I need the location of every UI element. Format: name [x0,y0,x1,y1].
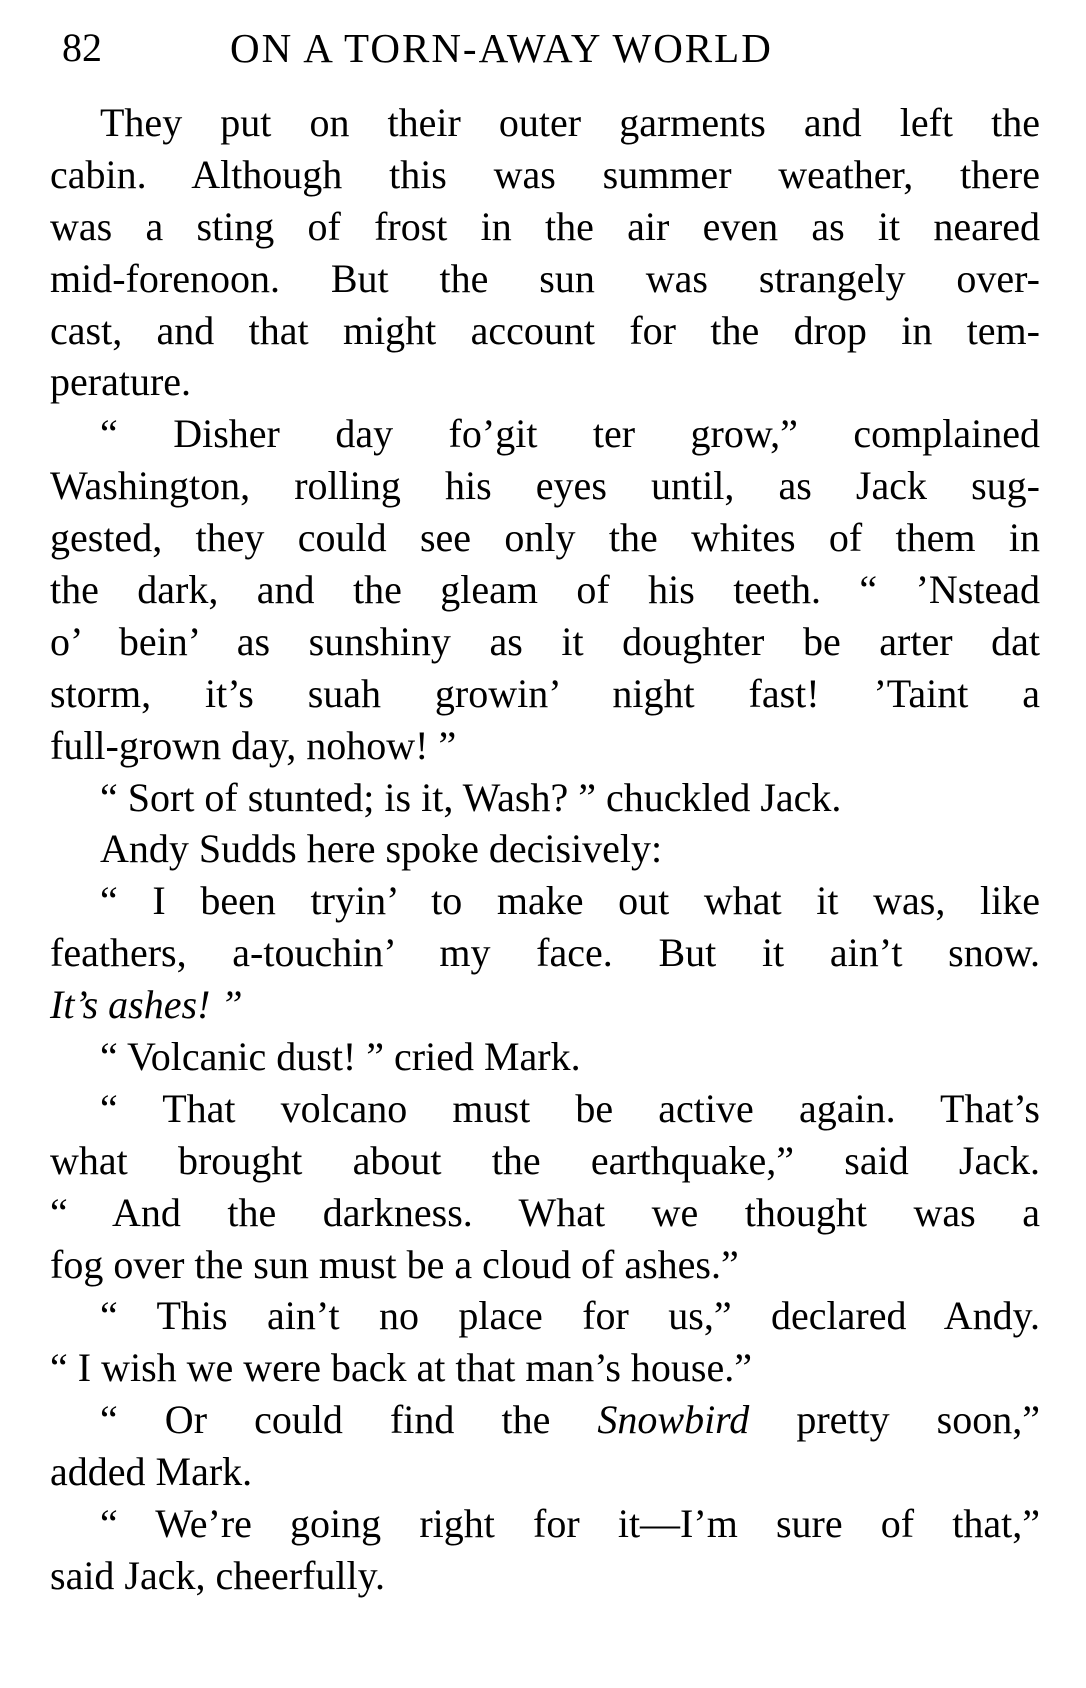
text-line [50,1342,1040,1394]
text-segment: o’ bein’ as sunshiny as it doughter be arter dat [50,618,1040,664]
text-segment: was a sting of frost in the air even as it neared [50,203,1040,249]
text-line [50,460,1040,512]
text-segment: mid-forenoon. But the sun was strangely over- [50,255,1040,301]
text-line [50,1550,1040,1602]
text-line [50,564,1040,616]
text-segment: “ This ain’t no place for us,” declared Andy. [100,1293,1040,1339]
text-line [50,1394,1040,1446]
text-segment: “ Sort of stunted; is it, Wash? ” chuckled Jack. [100,774,842,820]
page-number: 82 [62,25,102,70]
text-segment: what brought about the earthquake,” said Jack. [50,1137,1040,1183]
text-segment: “ Or could find the [100,1397,598,1443]
text-line [50,1498,1040,1550]
text-line [50,875,1040,927]
text-segment: “ I been tryin’ to make out what it was, like [100,878,1040,924]
text-line [50,668,1040,720]
text-line [50,979,1040,1031]
text-line [50,1446,1040,1498]
text-line [50,720,1040,772]
body-text [50,97,1040,1602]
text-line [50,512,1040,564]
text-segment: “ Volcanic dust! ” cried Mark. [100,1034,581,1080]
text-segment: “ I wish we were back at that man’s house.” [50,1345,752,1391]
italic-text: It’s ashes! ” [50,982,243,1028]
running-head [62,20,1042,76]
text-segment: gested, they could see only the whites of them in [50,515,1040,561]
text-line [50,253,1040,305]
text-line [50,1083,1040,1135]
text-line [50,823,1040,875]
text-segment: They put on their outer garments and left the [100,100,1040,145]
text-segment: storm, it’s suah growin’ night fast! ’Taint a [50,670,1040,716]
text-segment: “ We’re going right for it—I’m sure of that,” [100,1501,1040,1547]
text-segment: perature. [50,359,192,405]
text-segment: fog over the sun must be a cloud of ashes.” [50,1241,739,1287]
text-segment: cast, and that might account for the drop in tem- [50,307,1040,353]
text-line [50,1135,1040,1187]
text-line [50,772,1040,824]
text-line [50,1187,1040,1239]
text-segment: Andy Sudds here spoke decisively: [100,826,663,872]
text-line [50,149,1040,201]
text-line [50,408,1040,460]
text-line [50,356,1040,408]
text-segment: the dark, and the gleam of his teeth. “ ’Nstead [50,567,1040,613]
text-line [50,97,1040,149]
text-segment: said Jack, cheerfully. [50,1552,386,1598]
text-segment: “ That volcano must be active again. That’s [100,1085,1040,1131]
text-segment: pretty soon,” [749,1397,1040,1443]
text-line [50,1031,1040,1083]
text-line [50,305,1040,357]
running-title: ON A TORN-AWAY WORLD [230,25,773,71]
text-segment: feathers, a-touchin’ my face. But it ain’t snow. [50,930,1040,976]
text-segment: “ Disher day fo’git ter grow,” complained [100,411,1040,457]
italic-text: Snowbird [597,1397,750,1443]
text-segment: Washington, rolling his eyes until, as Jack sug- [50,463,1040,509]
text-line [50,1239,1040,1291]
text-line [50,927,1040,979]
text-segment: full-grown day, nohow! ” [50,722,457,768]
text-segment: “ And the darkness. What we thought was a [50,1189,1040,1235]
text-line [50,201,1040,253]
text-segment: cabin. Although this was summer weather, there [50,151,1040,197]
text-segment: added Mark. [50,1449,253,1495]
text-line [50,1290,1040,1342]
text-line [50,616,1040,668]
